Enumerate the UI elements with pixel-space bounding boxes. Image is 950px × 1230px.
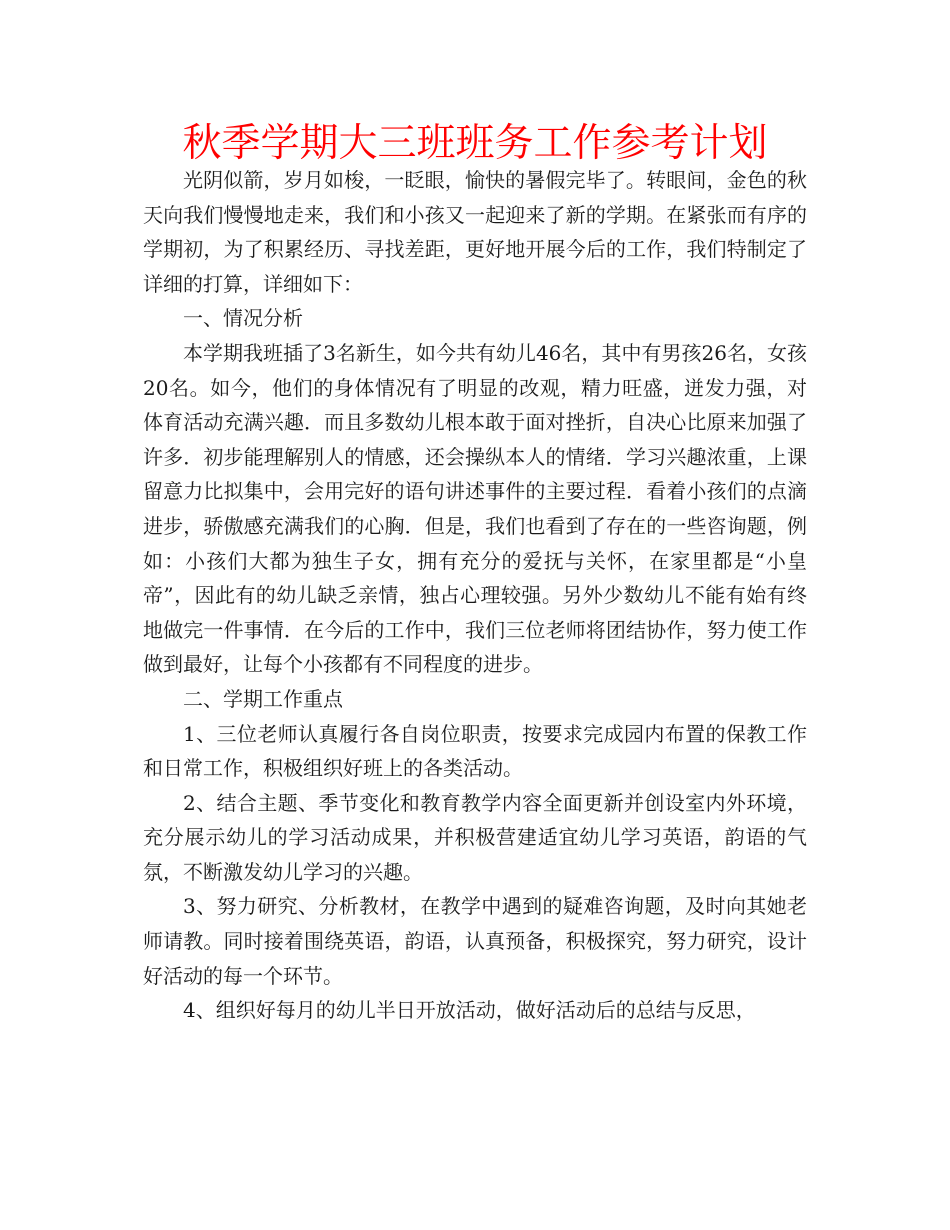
paragraph-intro: 光阴似箭，岁月如梭，一眨眼，愉快的暑假完毕了。转眼间，金色的秋天向我们慢慢地走来，我们和小孩又一起迎来了新的学期。在紧张而有序的学期初，为了积累经历、寻找差距，更好地开展今后的工作，我们特制定了详细的打算，详细如下： — [143, 168, 807, 296]
paragraph-situation: 本学期我班插了3名新生，如今共有幼儿46名，其中有男孩26名，女孩20名。如今，他们的身体情况有了明显的改观，精力旺盛，迸发力强，对体育活动充满兴趣．而且多数幼儿根本敢于面对挫折，自决心比原来加强了许多．初步能理解别人的情感，还会操纵本人的情绪．学习兴趣浓重，上课留意力比拟集中，会用完好的语句讲述事件的主要过程．看着小孩们的点滴进步，骄傲感充满我们的心胸．但是，我们也看到了存在的一些咨询题，例如：小孩们大都为独生子女，拥有充分的爱抚与关怀，在家里都是“小皇帝”，因此有的幼儿缺乏亲情，独占心理较强。另外少数幼儿不能有始有终地做完一件事情．在今后的工作中，我们三位老师将团结协作，努力使工作做到最好，让每个小孩都有不同程度的进步。 — [143, 340, 807, 677]
section-heading-priorities: 二、学期工作重点 — [183, 686, 343, 711]
paragraph-priority-4: 4、组织好每月的幼儿半日开放活动，做好活动后的总结与反思， — [183, 998, 756, 1023]
section-heading-situation: 一、情况分析 — [183, 306, 303, 331]
document-body — [143, 163, 807, 1028]
document-title: 秋季学期大三班班务工作参考计划 — [182, 121, 768, 166]
paragraph-priority-2: 2、结合主题、季节变化和教育教学内容全面更新并创设室内外环境，充分展示幼儿的学习活动成果，并积极营建适宜幼儿学习英语，韵语的气氛，不断激发幼儿学习的兴趣。 — [143, 790, 807, 884]
paragraph-priority-3: 3、努力研究、分析教材，在教学中遇到的疑难咨询题，及时向其她老师请教。同时接着围绕英语，韵语，认真预备，积极探究，努力研究，设计好活动的每一个环节。 — [143, 894, 807, 988]
paragraph-priority-1: 1、三位老师认真履行各自岗位职责，按要求完成园内布置的保教工作和日常工作，积极组织好班上的各类活动。 — [143, 721, 807, 781]
